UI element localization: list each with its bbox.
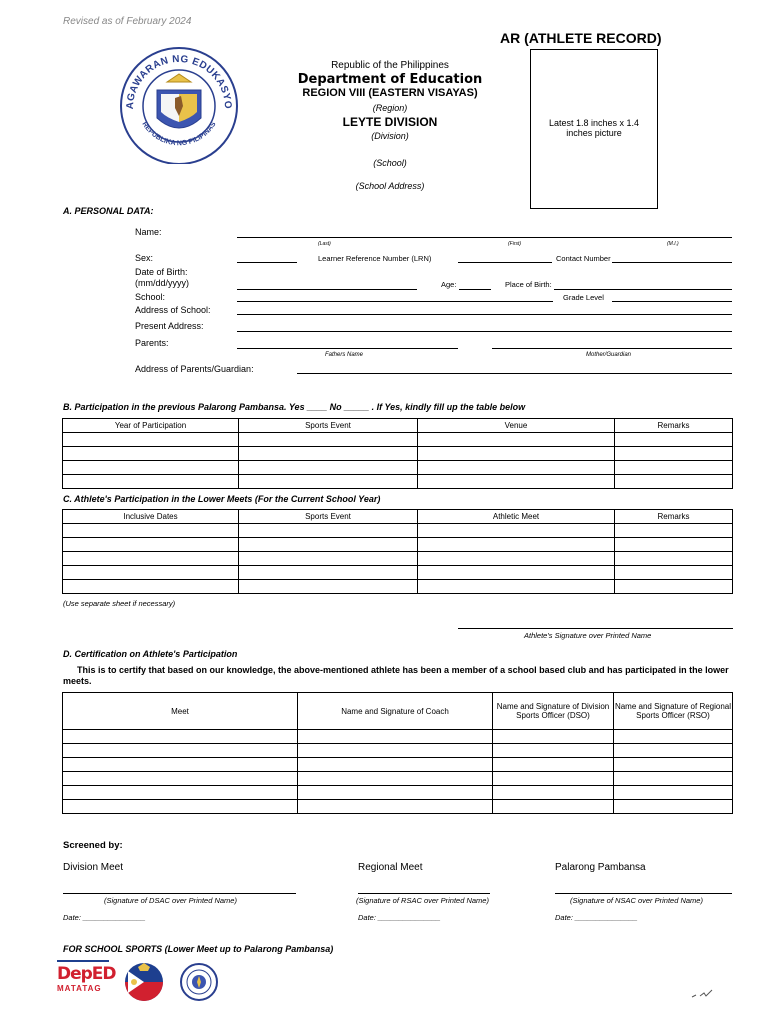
revised-note: Revised as of February 2024: [63, 16, 192, 27]
previous-palaro-table: [62, 418, 733, 489]
parents-address-field[interactable]: [297, 373, 732, 374]
dsac-caption: (Signature of DSAC over Printed Name): [104, 896, 237, 905]
table-row[interactable]: [63, 772, 733, 786]
philippine-flag-emblem-icon: [122, 961, 166, 1003]
dob-format: (mm/dd/yyyy): [135, 278, 189, 288]
contact-label: Contact Number: [556, 254, 611, 263]
nsac-date[interactable]: Date: _______________: [555, 913, 638, 922]
table-row[interactable]: [63, 447, 733, 461]
present-address-label: Present Address:: [135, 321, 204, 331]
rsac-signature-field[interactable]: [358, 893, 490, 894]
region-caption: (Region): [372, 103, 408, 113]
last-caption: (Last): [318, 241, 331, 247]
photo-note: Latest 1.8 inches x 1.4 inches picture: [548, 118, 640, 138]
table-row[interactable]: [63, 524, 733, 538]
age-field[interactable]: [459, 289, 491, 290]
certification-statement: This is to certify that based on our knowledge, the above-mentioned athlete has been a member of a school based club and has participated in the lower meets.: [63, 665, 729, 686]
palarong-label: Palarong Pambansa: [555, 862, 646, 873]
table-row[interactable]: [63, 552, 733, 566]
name-field[interactable]: [237, 237, 732, 238]
father-field[interactable]: [237, 348, 458, 349]
table-row[interactable]: [63, 580, 733, 594]
athlete-signature-caption: Athlete's Signature over Printed Name: [524, 631, 652, 640]
table-row[interactable]: [63, 730, 733, 744]
deped-logo-text: DepED: [57, 964, 116, 984]
table-row[interactable]: [63, 786, 733, 800]
school-label: School:: [135, 292, 166, 302]
grade-label: Grade Level: [563, 293, 604, 302]
separate-sheet-note: (Use separate sheet if necessary): [63, 599, 176, 608]
division-text: LEYTE DIVISION: [342, 115, 438, 129]
form-title: AR (ATHLETE RECORD): [500, 30, 662, 46]
col-inclusive-dates: Inclusive Dates: [63, 510, 239, 524]
dob-label: Date of Birth:: [135, 267, 188, 277]
section-c-heading: C. Athlete's Participation in the Lower Meets (For the Current School Year): [63, 494, 381, 504]
col-meet: Meet: [63, 693, 298, 730]
dob-field[interactable]: [237, 289, 417, 290]
school-caption: (School): [373, 158, 407, 168]
col-remarks: Remarks: [615, 419, 733, 433]
photo-box[interactable]: [530, 49, 658, 209]
mi-caption: (M.I.): [667, 241, 679, 247]
school-address-caption: (School Address): [355, 181, 425, 191]
col-sports-event: Sports Event: [239, 510, 418, 524]
seal-bottom-text: REPUBLIKA NG PILIPINAS: [140, 120, 218, 148]
parents-address-label: Address of Parents/Guardian:: [135, 364, 254, 374]
father-caption: Fathers Name: [325, 352, 364, 358]
certification-table: [62, 692, 733, 814]
lrn-field[interactable]: [458, 262, 552, 263]
seal-top-text: AGAWARAN NG EDUKASYO: [124, 53, 234, 110]
rsac-caption: (Signature of RSAC over Printed Name): [356, 896, 489, 905]
table-row[interactable]: [63, 538, 733, 552]
school-address-label: Address of School:: [135, 305, 211, 315]
col-athletic-meet: Athletic Meet: [418, 510, 615, 524]
section-a-heading: A. PERSONAL DATA:: [63, 206, 154, 216]
section-b-heading: B. Participation in the previous Palarong Pambansa. Yes ____ No _____ . If Yes, kindly fill up the table below: [63, 402, 526, 412]
school-field[interactable]: [237, 301, 553, 302]
grade-field[interactable]: [612, 301, 732, 302]
col-year: Year of Participation: [63, 419, 239, 433]
lower-meets-table: [62, 509, 733, 594]
department-text: Department of Education: [297, 72, 483, 87]
col-venue: Venue: [418, 419, 615, 433]
screened-by-label: Screened by:: [63, 840, 123, 851]
republic-text: Republic of the Philippines: [331, 60, 449, 71]
col-rso: Name and Signature of Regional Sports Officer (RSO): [614, 693, 733, 730]
palarong-pambansa-seal-icon: [178, 962, 220, 1002]
matatag-text: MATATAG: [57, 984, 102, 993]
rsac-date[interactable]: Date: _______________: [358, 913, 441, 922]
page-mark-icon: [690, 986, 716, 998]
region-text: REGION VIII (EASTERN VISAYAS): [302, 87, 478, 99]
name-label: Name:: [135, 227, 162, 237]
mother-caption: Mother/Guardian: [586, 352, 632, 358]
col-dso: Name and Signature of Division Sports Officer (DSO): [493, 693, 614, 730]
contact-field[interactable]: [612, 262, 732, 263]
table-row[interactable]: [63, 461, 733, 475]
footer-note: FOR SCHOOL SPORTS (Lower Meet up to Palarong Pambansa): [63, 944, 334, 954]
table-row[interactable]: [63, 800, 733, 814]
table-row[interactable]: [63, 566, 733, 580]
regional-meet-label: Regional Meet: [358, 862, 423, 873]
sex-field[interactable]: [237, 262, 297, 263]
nsac-caption: (Signature of NSAC over Printed Name): [570, 896, 703, 905]
mother-field[interactable]: [492, 348, 732, 349]
lrn-label: Learner Reference Number (LRN): [318, 254, 432, 263]
table-row[interactable]: [63, 744, 733, 758]
first-caption: (First): [508, 241, 522, 247]
dsac-signature-field[interactable]: [63, 893, 296, 894]
present-address-field[interactable]: [237, 331, 732, 332]
deped-seal-icon: [117, 46, 241, 164]
pob-field[interactable]: [554, 289, 732, 290]
col-sports-event: Sports Event: [239, 419, 418, 433]
parents-label: Parents:: [135, 338, 169, 348]
nsac-signature-field[interactable]: [555, 893, 732, 894]
division-caption: (Division): [371, 131, 409, 141]
deped-matatag-logo: [57, 960, 116, 1000]
dsac-date[interactable]: Date: _______________: [63, 913, 146, 922]
school-address-field[interactable]: [237, 314, 732, 315]
division-meet-label: Division Meet: [63, 862, 124, 873]
sex-label: Sex:: [135, 253, 154, 263]
table-row[interactable]: [63, 758, 733, 772]
pob-label: Place of Birth:: [505, 280, 552, 289]
table-row[interactable]: [63, 433, 733, 447]
age-label: Age:: [441, 280, 457, 289]
col-coach: Name and Signature of Coach: [298, 693, 493, 730]
athlete-signature-field[interactable]: [458, 628, 733, 629]
col-remarks: Remarks: [615, 510, 733, 524]
section-d-heading: D. Certification on Athlete's Participation: [63, 649, 238, 659]
table-row[interactable]: [63, 475, 733, 489]
